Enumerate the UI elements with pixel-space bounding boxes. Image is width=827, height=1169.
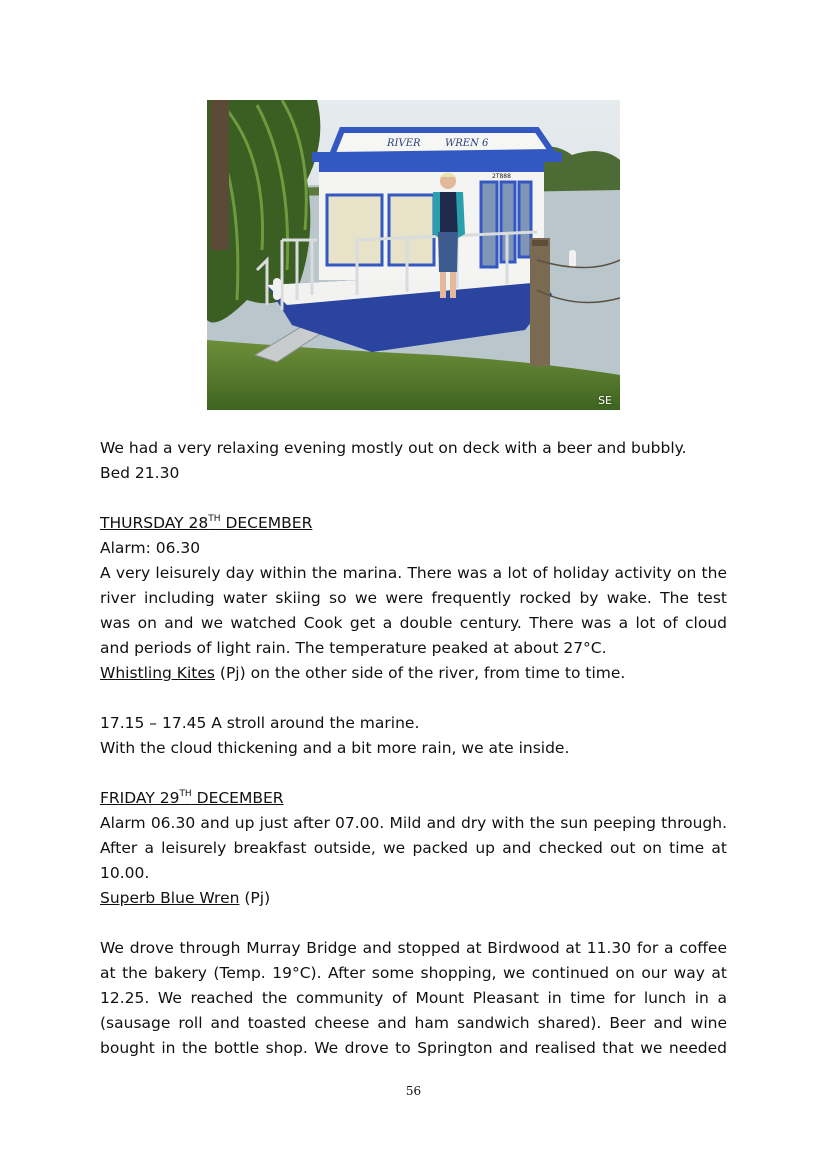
paragraph-line: and periods of light rain. The temperature peaked at about 27°C. [100, 639, 607, 657]
svg-text:RIVER: RIVER [387, 138, 421, 149]
bird-name: Whistling Kites [100, 664, 215, 682]
friday-heading: FRIDAY 29TH DECEMBER [100, 789, 284, 807]
bed-time-line: Bed 21.30 [100, 464, 180, 482]
diary-text [100, 436, 727, 1061]
paragraph-line: 12.25. We reached the community of Mount Pleasant in time for lunch in a [100, 989, 727, 1007]
friday-paragraph-1 [100, 811, 727, 886]
thursday-heading: THURSDAY 28TH DECEMBER [100, 514, 313, 532]
paragraph-line: at the bakery (Temp. 19°C). After some shopping, we continued on our way at [100, 964, 727, 982]
paragraph-line: was on and we watched Cook get a double century. There was a lot of cloud [100, 614, 727, 632]
friday-bird-line: Superb Blue Wren (Pj) [100, 889, 271, 907]
bird-name: Superb Blue Wren [100, 889, 240, 907]
intro-line: We had a very relaxing evening mostly out on deck with a beer and bubbly. [100, 439, 687, 457]
paragraph-line: 10.00. [100, 864, 150, 882]
houseboat-illustration [207, 100, 620, 410]
thursday-paragraph [100, 561, 727, 661]
houseboat-photo [207, 100, 620, 410]
page-number: 56 [405, 1084, 422, 1098]
photo-credit: SE [598, 394, 612, 407]
svg-text:2T888: 2T888 [492, 173, 511, 180]
cloud-line: With the cloud thickening and a bit more rain, we ate inside. [100, 739, 570, 757]
paragraph-line: Alarm 06.30 and up just after 07.00. Mild and dry with the sun peeping through. [100, 814, 727, 832]
thursday-bird-line: Whistling Kites (Pj) on the other side of the river, from time to time. [100, 664, 626, 682]
paragraph-line: bought in the bottle shop. We drove to Springton and realised that we needed [100, 1039, 727, 1057]
stroll-line: 17.15 – 17.45 A stroll around the marine. [100, 714, 420, 732]
friday-paragraph-2 [100, 936, 727, 1061]
paragraph-line: (sausage roll and toasted cheese and ham sandwich shared). Beer and wine [100, 1014, 727, 1032]
thursday-alarm: Alarm: 06.30 [100, 539, 201, 557]
paragraph-line: river including water skiing so we were frequently rocked by wake. The test [100, 589, 727, 607]
paragraph-line: After a leisurely breakfast outside, we packed up and checked out on time at [100, 839, 727, 857]
svg-text:WREN 6: WREN 6 [445, 138, 489, 149]
paragraph-line: A very leisurely day within the marina. There was a lot of holiday activity on the [100, 564, 727, 582]
paragraph-line: We drove through Murray Bridge and stopped at Birdwood at 11.30 for a coffee [100, 939, 727, 957]
